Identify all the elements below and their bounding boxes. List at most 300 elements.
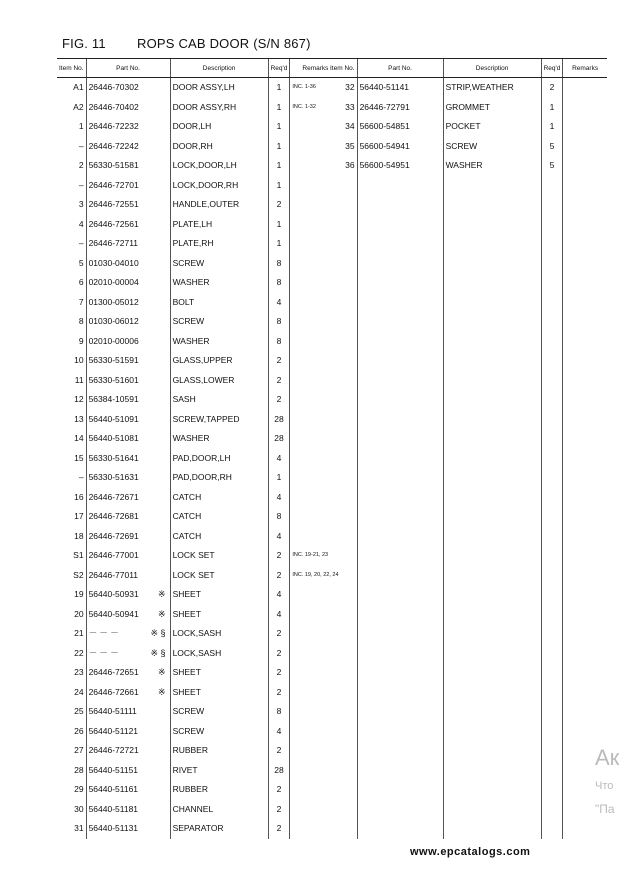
empty-cell (357, 722, 443, 742)
empty-row (328, 761, 607, 781)
table-row (57, 761, 341, 781)
item-number-cell: 3 (78, 199, 84, 209)
empty-cell (443, 371, 541, 391)
parts-table-right-body (328, 78, 607, 839)
item-number-cell: 12 (74, 394, 84, 404)
empty-cell (443, 566, 541, 586)
part-number-text: 56330-51641 (88, 452, 139, 463)
item-number-cell: 29 (74, 784, 84, 794)
quantity-cell: 2 (268, 195, 290, 215)
empty-cell (328, 819, 357, 839)
item-number-cell: 14 (74, 433, 84, 443)
empty-cell (443, 293, 541, 313)
empty-cell (443, 527, 541, 547)
empty-cell (563, 332, 607, 352)
part-number-text: 01300-05012 (88, 296, 139, 307)
item-number-cell: 13 (74, 413, 84, 424)
empty-cell (357, 663, 443, 683)
part-number-text: 26446-72701 (88, 179, 139, 190)
part-number-cell (86, 137, 170, 157)
empty-cell (563, 546, 607, 566)
empty-row (328, 507, 607, 527)
table-row (57, 176, 341, 196)
empty-cell (357, 585, 443, 605)
reference-mark: ※ (158, 686, 166, 697)
remarks-cell: INC. 1-36 (290, 78, 341, 98)
table-row (57, 332, 341, 352)
part-number-text: 56600-54851 (359, 121, 410, 131)
empty-cell (357, 273, 443, 293)
quantity-cell: 28 (268, 761, 290, 781)
empty-row (328, 293, 607, 313)
empty-cell (563, 819, 607, 839)
part-number-text: 26446-72721 (88, 745, 139, 755)
empty-row (328, 332, 607, 352)
empty-cell (541, 761, 563, 781)
empty-cell (443, 683, 541, 703)
description-cell: RUBBER (170, 780, 268, 800)
part-number-text: 56330-51581 (88, 160, 139, 170)
empty-cell (541, 683, 563, 703)
empty-cell (541, 429, 563, 449)
watermark-line-3: "Па (595, 802, 615, 816)
quantity-cell: 2 (268, 546, 290, 566)
quantity-cell: 1 (268, 98, 290, 118)
empty-cell (541, 702, 563, 722)
part-number-cell (86, 585, 170, 605)
item-number-cell: 15 (74, 452, 84, 463)
table-row (328, 98, 607, 118)
header-remarks: Remarks (290, 59, 341, 78)
empty-cell (328, 780, 357, 800)
quantity-cell: 8 (268, 507, 290, 527)
part-number-cell (86, 468, 170, 488)
table-row (57, 663, 341, 683)
part-number-cell (86, 507, 170, 527)
part-number-cell (357, 98, 443, 118)
part-number-text: 56440-51121 (88, 725, 139, 736)
empty-cell (541, 351, 563, 371)
part-number-text: 56330-51601 (88, 374, 139, 385)
empty-cell (443, 605, 541, 625)
description-cell: LOCK,DOOR,LH (170, 156, 268, 176)
quantity-cell: 4 (268, 293, 290, 313)
empty-cell (357, 390, 443, 410)
table-row (328, 156, 607, 176)
part-number-text: 26446-72681 (88, 511, 139, 521)
quantity-cell: 1 (268, 176, 290, 196)
empty-row (328, 819, 607, 839)
table-row (57, 429, 341, 449)
description-cell: SCREW (170, 312, 268, 332)
empty-cell (328, 800, 357, 820)
description-cell: PLATE,LH (170, 215, 268, 235)
quantity-cell: 2 (268, 390, 290, 410)
table-row (57, 800, 341, 820)
empty-cell (541, 527, 563, 547)
table-row (57, 624, 341, 644)
empty-cell (541, 410, 563, 430)
part-number-cell (86, 488, 170, 508)
parts-table-left-body (57, 78, 341, 839)
empty-cell (563, 663, 607, 683)
empty-cell (541, 234, 563, 254)
empty-row (328, 585, 607, 605)
part-number-text: 56600-54951 (359, 160, 410, 170)
description-cell: CATCH (170, 488, 268, 508)
empty-cell (541, 663, 563, 683)
empty-cell (357, 761, 443, 781)
table-row (57, 293, 341, 313)
empty-cell (541, 585, 563, 605)
page-title (62, 36, 311, 51)
empty-cell (443, 273, 541, 293)
empty-cell (357, 293, 443, 313)
quantity-cell: 1 (268, 215, 290, 235)
empty-cell (328, 585, 357, 605)
empty-cell (563, 215, 607, 235)
reference-mark: ※ § (150, 647, 166, 658)
description-cell: LOCK SET (170, 546, 268, 566)
item-number-cell: A2 (73, 101, 84, 112)
empty-cell (563, 624, 607, 644)
part-number-cell (86, 566, 170, 586)
description-cell: DOOR,RH (170, 137, 268, 157)
empty-cell (541, 780, 563, 800)
item-number-cell: 20 (74, 608, 84, 619)
part-number-text: 26446-72791 (359, 101, 410, 112)
part-number-text: 56440-50941 (88, 608, 139, 619)
empty-cell (563, 683, 607, 703)
item-number-cell: S2 (73, 569, 84, 580)
empty-row (328, 390, 607, 410)
empty-cell (541, 332, 563, 352)
part-number-cell (357, 156, 443, 176)
description-cell: SCREW (170, 254, 268, 274)
table-row (57, 566, 341, 586)
item-number-cell: 36 (345, 160, 355, 170)
empty-row (328, 449, 607, 469)
empty-cell (328, 332, 357, 352)
description-cell: PLATE,RH (170, 234, 268, 254)
empty-row (328, 800, 607, 820)
header-description: Description (443, 59, 541, 78)
part-number-cell (86, 195, 170, 215)
part-number-cell (86, 234, 170, 254)
description-cell: DOOR ASSY,RH (170, 98, 268, 118)
quantity-cell: 2 (268, 780, 290, 800)
quantity-cell: 4 (268, 449, 290, 469)
table-row (57, 449, 341, 469)
empty-cell (443, 449, 541, 469)
description-cell: CATCH (170, 507, 268, 527)
item-number-cell: 7 (78, 296, 84, 307)
empty-cell (357, 780, 443, 800)
table-row (328, 117, 607, 137)
empty-cell (328, 663, 357, 683)
empty-cell (563, 390, 607, 410)
item-number-cell: 23 (74, 667, 84, 677)
description-cell: BOLT (170, 293, 268, 313)
table-row (57, 351, 341, 371)
quantity-cell: 28 (268, 429, 290, 449)
part-number-cell (86, 800, 170, 820)
item-number-cell: 2 (78, 160, 84, 170)
table-row (57, 195, 341, 215)
empty-cell (563, 644, 607, 664)
quantity-cell: 1 (268, 78, 290, 98)
empty-cell (541, 468, 563, 488)
table-row (57, 215, 341, 235)
table-row (57, 780, 341, 800)
empty-cell (328, 488, 357, 508)
empty-cell (563, 527, 607, 547)
part-number-text: － － － (88, 628, 119, 638)
empty-cell (563, 702, 607, 722)
empty-cell (541, 819, 563, 839)
description-cell: SCREW,TAPPED (170, 410, 268, 430)
empty-row (328, 527, 607, 547)
item-number-cell: 16 (74, 491, 84, 502)
part-number-cell (86, 702, 170, 722)
part-number-cell (86, 332, 170, 352)
empty-row (328, 488, 607, 508)
part-number-text: 26446-72651 (88, 667, 139, 677)
empty-cell (328, 449, 357, 469)
empty-cell (563, 351, 607, 371)
table-row (57, 585, 341, 605)
empty-cell (357, 624, 443, 644)
empty-cell (563, 429, 607, 449)
part-number-cell (86, 644, 170, 664)
empty-cell (328, 429, 357, 449)
empty-cell (541, 254, 563, 274)
empty-cell (443, 585, 541, 605)
item-number-cell: – (78, 238, 84, 248)
empty-cell (328, 683, 357, 703)
part-number-text: － － － (88, 647, 119, 658)
parts-table-right (328, 58, 607, 839)
item-number-cell: – (78, 472, 84, 482)
table-row (57, 683, 341, 703)
reference-mark: ※ (158, 608, 166, 619)
part-number-cell (86, 371, 170, 391)
table-row (57, 273, 341, 293)
empty-cell (328, 254, 357, 274)
remarks-cell (563, 78, 607, 98)
quantity-cell: 5 (541, 137, 563, 157)
table-row (57, 605, 341, 625)
empty-cell (541, 800, 563, 820)
quantity-cell: 4 (268, 605, 290, 625)
quantity-cell: 2 (268, 819, 290, 839)
part-number-text: 56440-51111 (88, 706, 137, 716)
quantity-cell: 1 (268, 117, 290, 137)
empty-cell (357, 410, 443, 430)
empty-cell (563, 254, 607, 274)
empty-cell (563, 312, 607, 332)
part-number-cell (86, 429, 170, 449)
description-cell: LOCK,DOOR,RH (170, 176, 268, 196)
table-row (57, 702, 341, 722)
empty-cell (563, 273, 607, 293)
remarks-cell (563, 156, 607, 176)
empty-cell (328, 566, 357, 586)
part-number-text: 26446-77011 (88, 569, 139, 580)
part-number-text: 01030-04010 (88, 257, 139, 268)
part-number-cell (86, 410, 170, 430)
description-cell: SHEET (170, 605, 268, 625)
part-number-cell (86, 663, 170, 683)
empty-cell (443, 488, 541, 508)
empty-cell (563, 371, 607, 391)
description-cell: DOOR ASSY,LH (170, 78, 268, 98)
part-number-cell (357, 137, 443, 157)
quantity-cell: 4 (268, 488, 290, 508)
empty-cell (443, 741, 541, 761)
item-number-cell: 18 (74, 530, 84, 541)
figure-title: ROPS CAB DOOR (S/N 867) (137, 36, 311, 51)
empty-cell (357, 195, 443, 215)
quantity-cell: 8 (268, 702, 290, 722)
empty-cell (328, 722, 357, 742)
empty-cell (328, 605, 357, 625)
parts-table-left (57, 58, 341, 839)
empty-cell (357, 332, 443, 352)
quantity-cell: 4 (268, 585, 290, 605)
part-number-text: 02010-00006 (88, 335, 139, 346)
header-item-no: Item No. (328, 59, 357, 78)
description-cell: HANDLE,OUTER (170, 195, 268, 215)
empty-cell (357, 546, 443, 566)
empty-cell (443, 195, 541, 215)
empty-cell (541, 741, 563, 761)
quantity-cell: 8 (268, 254, 290, 274)
empty-cell (328, 527, 357, 547)
remarks-cell: INC. 19-21, 23 (290, 546, 341, 566)
empty-cell (443, 176, 541, 196)
empty-cell (357, 800, 443, 820)
part-number-text: 56440-51151 (88, 764, 139, 775)
empty-row (328, 254, 607, 274)
empty-row (328, 273, 607, 293)
empty-row (328, 566, 607, 586)
part-number-text: 26446-72232 (88, 121, 139, 131)
empty-cell (443, 351, 541, 371)
empty-cell (357, 507, 443, 527)
watermark-line-2: Что (595, 780, 614, 792)
table-row (57, 390, 341, 410)
description-cell: STRIP,WEATHER (443, 78, 541, 98)
empty-cell (563, 585, 607, 605)
part-number-cell (86, 527, 170, 547)
part-number-text: 56600-54941 (359, 140, 410, 151)
table-header-row (328, 59, 607, 78)
part-number-cell (86, 254, 170, 274)
item-number-cell: 6 (78, 277, 84, 287)
part-number-cell (86, 722, 170, 742)
description-cell: POCKET (443, 117, 541, 137)
part-number-text: 26446-70302 (88, 82, 139, 92)
part-number-text: 56440-51081 (88, 433, 139, 443)
part-number-text: 56440-51131 (88, 823, 139, 833)
empty-cell (328, 702, 357, 722)
part-number-cell (86, 293, 170, 313)
empty-cell (328, 390, 357, 410)
quantity-cell: 1 (268, 137, 290, 157)
quantity-cell: 4 (268, 527, 290, 547)
description-cell: WASHER (170, 273, 268, 293)
empty-cell (357, 819, 443, 839)
empty-cell (443, 234, 541, 254)
table-row (57, 468, 341, 488)
empty-cell (328, 371, 357, 391)
remarks-cell (563, 137, 607, 157)
table-row (57, 137, 341, 157)
item-number-cell: 25 (74, 706, 84, 716)
header-reqd: Req'd (268, 59, 290, 78)
item-number-cell: 21 (74, 628, 84, 638)
empty-cell (443, 546, 541, 566)
quantity-cell: 1 (541, 98, 563, 118)
empty-row (328, 780, 607, 800)
description-cell: CATCH (170, 527, 268, 547)
empty-row (328, 195, 607, 215)
part-number-text: 26446-72242 (88, 140, 139, 151)
table-row (57, 410, 341, 430)
part-number-text: 56440-51141 (359, 82, 410, 92)
part-number-text: 26446-72711 (88, 238, 139, 248)
empty-cell (563, 176, 607, 196)
empty-cell (328, 351, 357, 371)
description-cell: RUBBER (170, 741, 268, 761)
item-number-cell: 34 (345, 121, 355, 131)
part-number-text: 56384-10591 (88, 394, 139, 404)
header-item-no: Item No. (57, 59, 86, 78)
part-number-text: 56440-50931 (88, 589, 139, 599)
part-number-cell (86, 156, 170, 176)
description-cell: WASHER (443, 156, 541, 176)
empty-cell (328, 507, 357, 527)
empty-row (328, 546, 607, 566)
item-number-cell: 5 (78, 257, 84, 268)
empty-row (328, 312, 607, 332)
quantity-cell: 2 (268, 741, 290, 761)
empty-cell (443, 215, 541, 235)
quantity-cell: 4 (268, 722, 290, 742)
description-cell: SEPARATOR (170, 819, 268, 839)
part-number-text: 01030-06012 (88, 316, 139, 326)
quantity-cell: 2 (268, 624, 290, 644)
part-number-text: 56330-51591 (88, 355, 139, 365)
part-number-cell (86, 605, 170, 625)
empty-cell (328, 312, 357, 332)
empty-cell (443, 390, 541, 410)
reference-mark: ※ (158, 667, 166, 677)
empty-cell (357, 702, 443, 722)
part-number-text: 02010-00004 (88, 277, 139, 287)
header-part-no: Part No. (86, 59, 170, 78)
empty-cell (541, 371, 563, 391)
empty-cell (443, 410, 541, 430)
table-row (57, 546, 341, 566)
table-row (57, 254, 341, 274)
footer-url[interactable]: www.epcatalogs.com (410, 846, 531, 858)
item-number-cell: 31 (74, 823, 84, 833)
empty-cell (541, 605, 563, 625)
header-part-no: Part No. (357, 59, 443, 78)
part-number-cell (86, 683, 170, 703)
